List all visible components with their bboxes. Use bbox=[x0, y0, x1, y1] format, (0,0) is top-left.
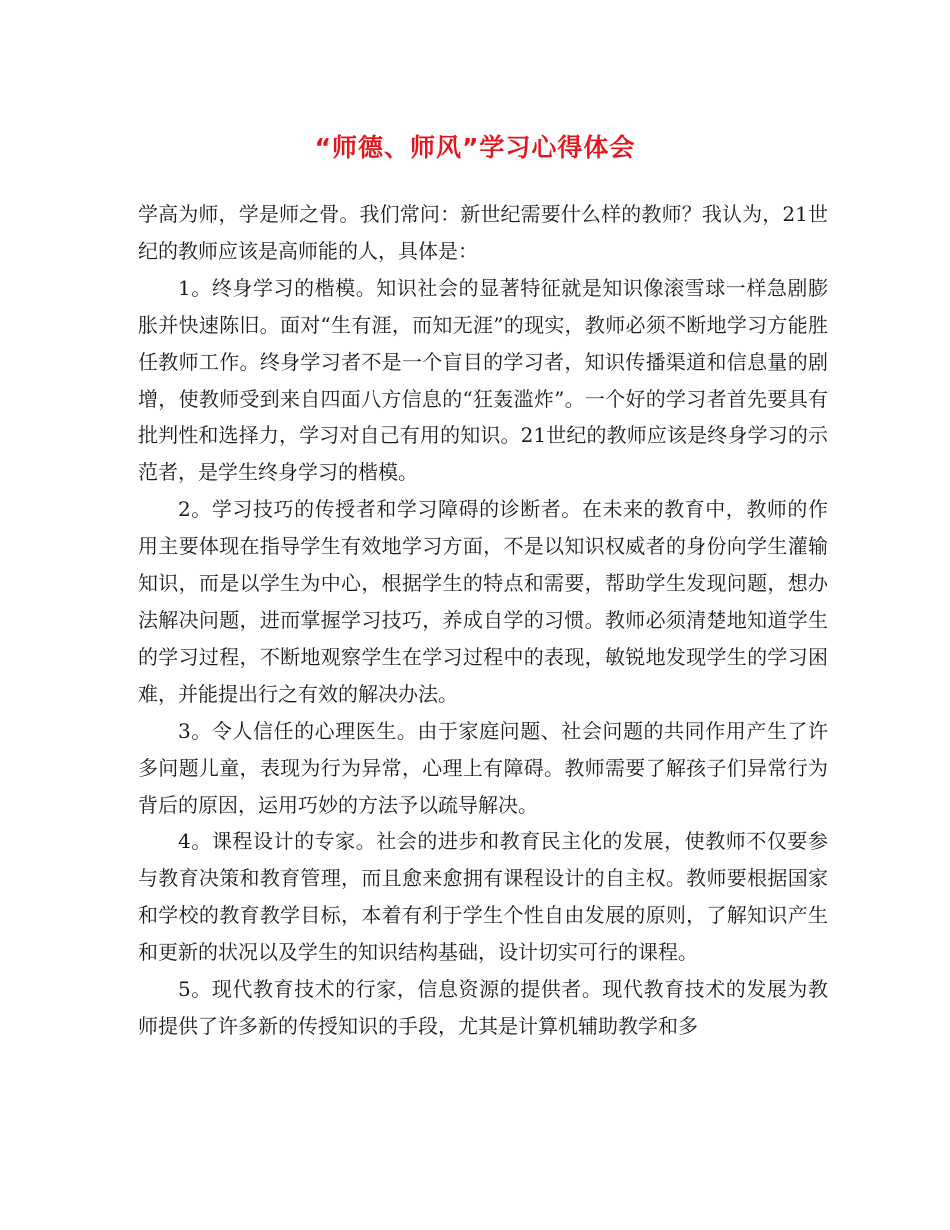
document-title: “师德、师风”学习心得体会 bbox=[314, 133, 636, 162]
paragraph-4-curriculum-design: 4。课程设计的专家。社会的进步和教育民主化的发展，使教师不仅要参与教育决策和教育管理，而且愈来愈拥有课程设计的自主权。教师要根据国家和学校的教育教学目标，本着有利于学生个性自由发展的原则，了解知识产生和更新的状况以及学生的知识结构基础，设计切实可行的课程。 bbox=[138, 829, 828, 965]
paragraph-3-psychologist: 3。令人信任的心理医生。由于家庭问题、社会问题的共同作用产生了许多问题儿童，表现为行为异常，心理上有障碍。教师需要了解孩子们异常行为背后的原因，运用巧妙的方法予以疏导解决。 bbox=[138, 718, 828, 817]
paragraph-2-learning-skills: 2。学习技巧的传授者和学习障碍的诊断者。在未来的教育中，教师的作用主要体现在指导学生有效地学习方面，不是以知识权威者的身份向学生灌输知识，而是以学生为中心，根据学生的特点和需要，帮助学生发现问题，想办法解决问题，进而掌握学习技巧，养成自学的习惯。教师必须清楚地知道学生的学习过程，不断地观察学生在学习过程中的表现，敏锐地发现学生的学习困难，并能提出行之有效的解决办法。 bbox=[138, 497, 828, 706]
paragraph-1-lifelong-learning: 1。终身学习的楷模。知识社会的显著特征就是知识像滚雪球一样急剧膨胀并快速陈旧。面对“生有涯，而知无涯”的现实，教师必须不断地学习方能胜任教师工作。终身学习者不是一个盲目的学习者，知识传播渠道和信息量的剧增，使教师受到来自四面八方信息的“狂轰滥炸”。一个好的学习者首先要具有批判性和选择力，学习对自己有用的知识。21世纪的教师应该是终身学习的示范者，是学生终身学习的楷模。 bbox=[138, 275, 828, 485]
paragraph-intro: 学高为师，学是师之骨。我们常问：新世纪需要什么样的教师？我认为，21世纪的教师应该是高师能的人，具体是： bbox=[138, 202, 828, 263]
document-body bbox=[138, 196, 828, 1045]
paragraph-5-education-technology: 5。现代教育技术的行家，信息资源的提供者。现代教育技术的发展为教师提供了许多新的传授知识的手段，尤其是计算机辅助教学和多 bbox=[138, 977, 828, 1038]
